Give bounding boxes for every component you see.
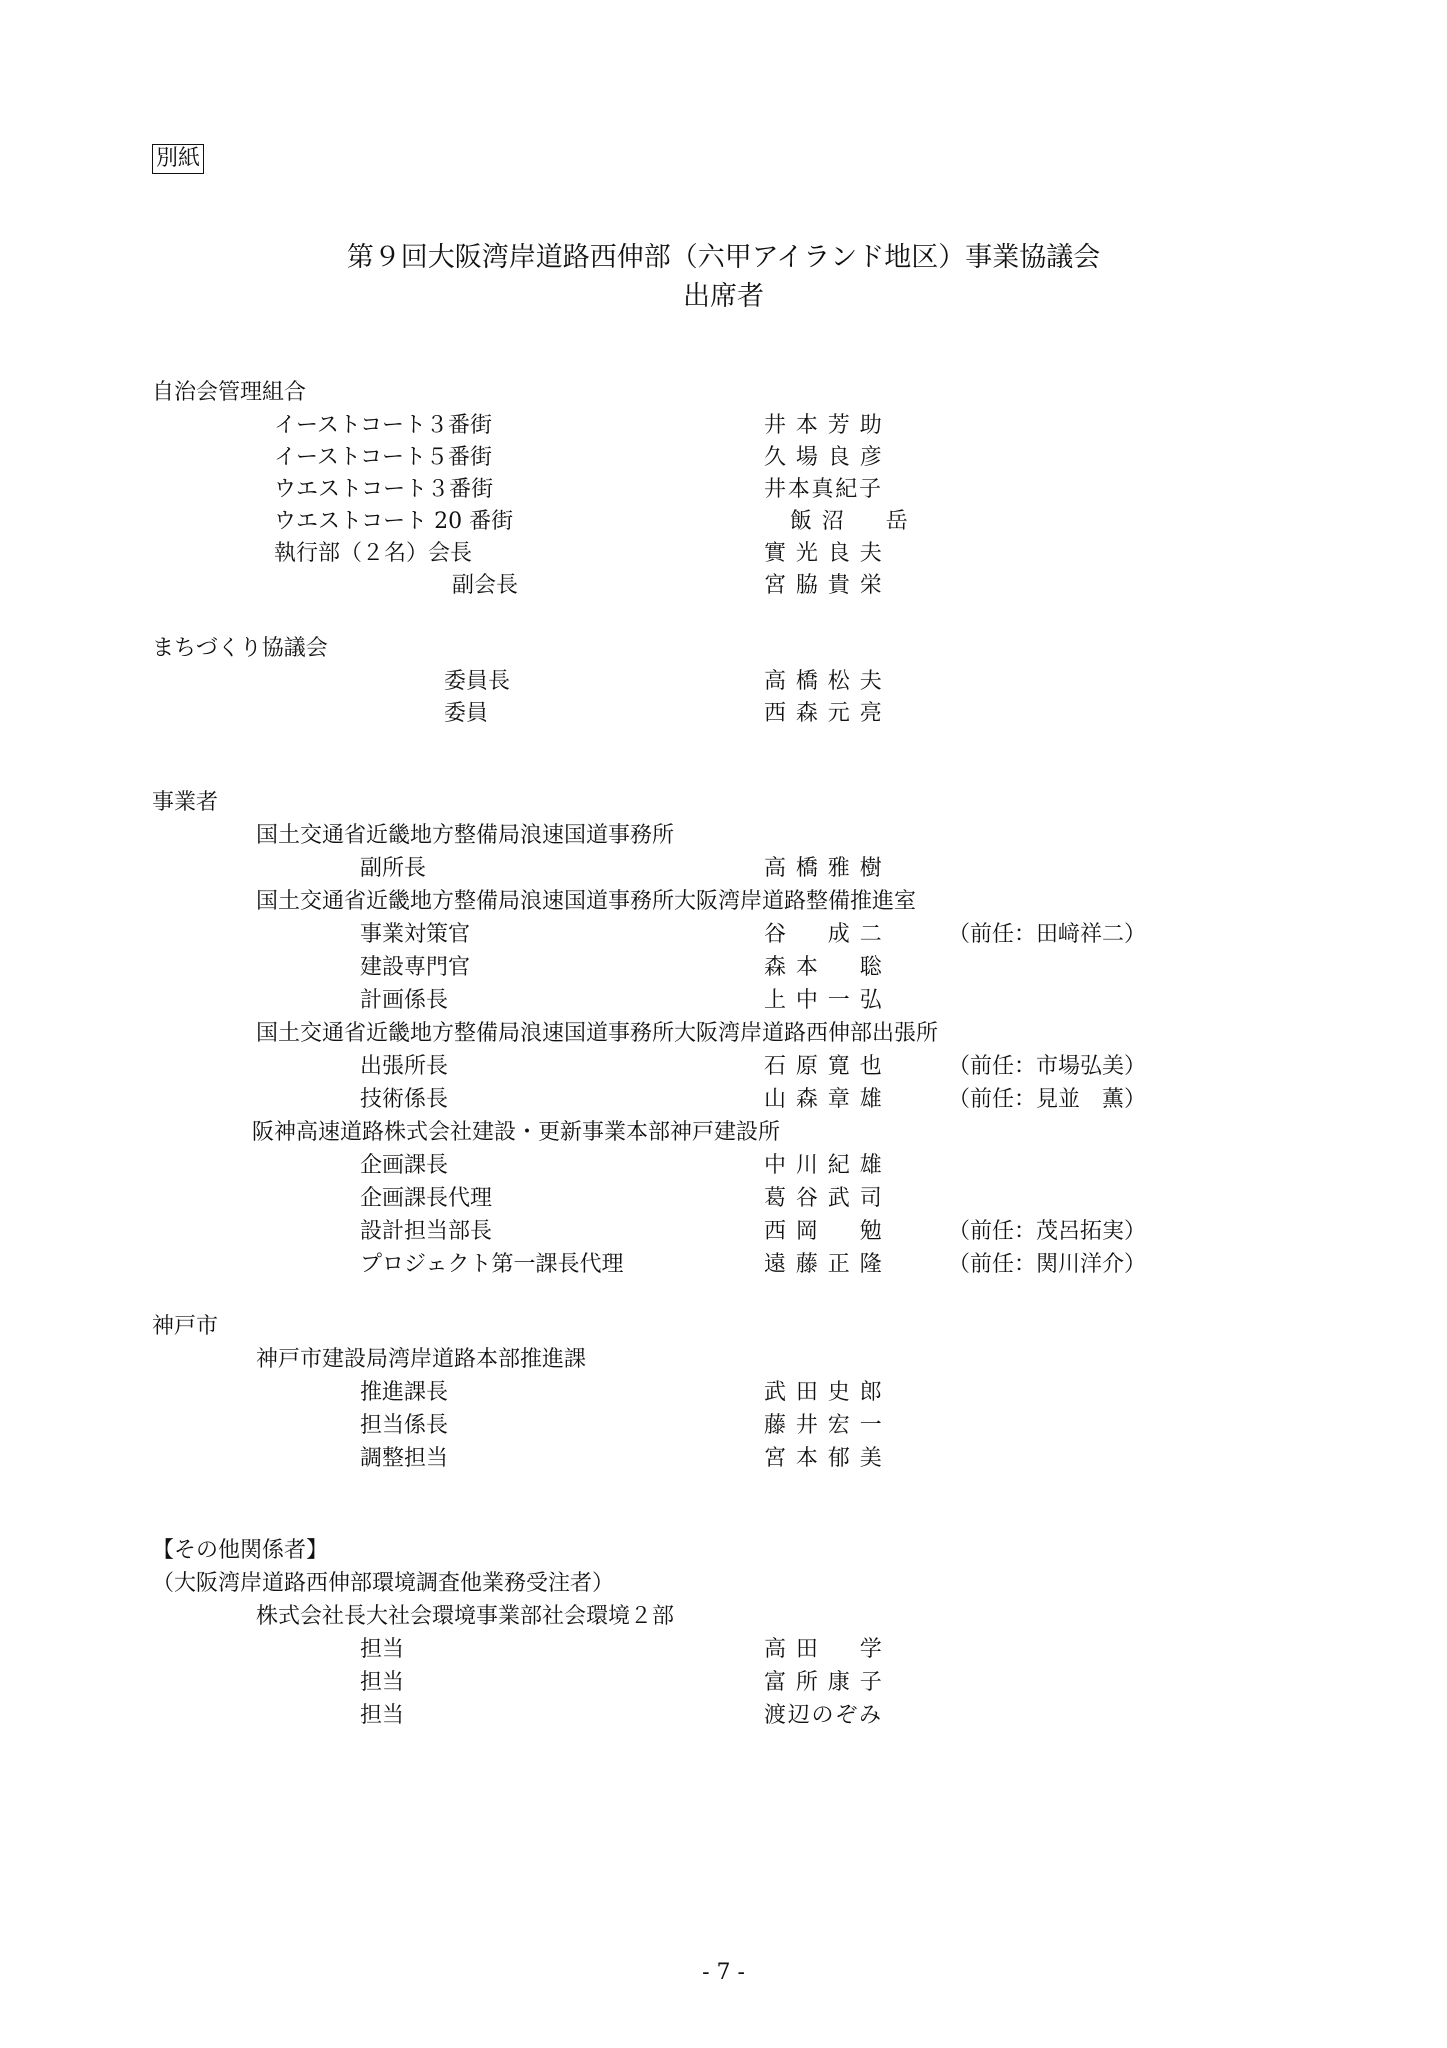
attendee-name: 西森元亮 (764, 701, 892, 726)
attendee-name: 富所康子 (764, 1670, 892, 1695)
attendee-name: 高橋雅樹 (764, 856, 892, 881)
attendee-role: 委員長 (444, 669, 511, 694)
attendee-role: ウエストコート 20 番街 (274, 509, 514, 534)
predecessor-note: （前任：関川洋介） (948, 1252, 1147, 1277)
attendee-name: 中川紀雄 (764, 1153, 892, 1178)
attendee-role: 推進課長 (360, 1380, 449, 1405)
predecessor-note: （前任：見並 薫） (948, 1087, 1147, 1112)
attendee-name: 遠藤正隆 (764, 1252, 892, 1277)
attendee-role: 事業対策官 (360, 922, 471, 947)
organization-name: 国土交通省近畿地方整備局浪速国道事務所 (256, 823, 675, 848)
attendee-name: 久場良彦 (764, 445, 892, 470)
page-subtitle: 出席者 (683, 281, 764, 312)
predecessor-note: （前任：茂呂拓実） (948, 1219, 1147, 1244)
attendee-role: 出張所長 (360, 1054, 449, 1079)
attendee-role: 企画課長代理 (360, 1186, 493, 1211)
attendee-role: 担当 (360, 1670, 405, 1695)
attendee-name: 渡辺のぞみ (764, 1703, 883, 1728)
attendee-name: 高橋松夫 (764, 669, 892, 694)
organization-name: 阪神高速道路株式会社建設・更新事業本部神戸建設所 (252, 1120, 781, 1145)
attendee-role: ウエストコート３番街 (274, 477, 494, 502)
section-heading-residents: 自治会管理組合 (152, 380, 307, 405)
attendee-role: 企画課長 (360, 1153, 449, 1178)
attendee-role: 計画係長 (360, 988, 449, 1013)
attendee-name: 葛谷武司 (764, 1186, 892, 1211)
section-heading-operators: 事業者 (152, 790, 219, 815)
section-heading-others: 【その他関係者】 (152, 1538, 329, 1563)
organization-name: 国土交通省近畿地方整備局浪速国道事務所大阪湾岸道路西伸部出張所 (256, 1021, 939, 1046)
attendee-role: 副所長 (360, 856, 427, 881)
attendee-role: 担当 (360, 1703, 405, 1728)
attendee-role: 担当 (360, 1637, 405, 1662)
attendee-name: 宮本郁美 (764, 1446, 892, 1471)
attendee-role: イーストコート３番街 (274, 413, 493, 438)
attendee-role: 調整担当 (360, 1446, 449, 1471)
attendee-role: 担当係長 (360, 1413, 449, 1438)
organization-name: 株式会社長大社会環境事業部社会環境２部 (256, 1604, 675, 1629)
predecessor-note: （前任：田﨑祥二） (948, 922, 1147, 947)
attendee-role: 執行部（２名）会長 (274, 541, 473, 566)
attendee-name: 森本 聡 (764, 955, 892, 980)
attendee-role: プロジェクト第一課長代理 (360, 1252, 624, 1277)
attendee-role: イーストコート５番街 (274, 445, 493, 470)
organization-name: 国土交通省近畿地方整備局浪速国道事務所大阪湾岸道路整備推進室 (256, 889, 917, 914)
attendee-name: 高田 学 (764, 1637, 892, 1662)
attendee-role: 副会長 (452, 573, 519, 598)
attendee-name: 武田史郎 (764, 1380, 892, 1405)
page-number: - 7 - (702, 1960, 745, 1985)
section-heading-town-council: まちづくり協議会 (152, 636, 328, 661)
attendee-name: 谷 成二 (764, 922, 892, 947)
attendee-name: 上中一弘 (764, 988, 892, 1013)
attendee-name: 藤井宏一 (764, 1413, 892, 1438)
attendee-name: 宮脇貴栄 (764, 573, 892, 598)
attendee-name: 石原寛也 (764, 1054, 892, 1079)
section-heading-kobe-city: 神戸市 (152, 1314, 219, 1339)
attendee-name: 飯沼 岳 (790, 509, 918, 534)
attendee-role: 設計担当部長 (360, 1219, 493, 1244)
organization-name: 神戸市建設局湾岸道路本部推進課 (256, 1347, 587, 1372)
section-subheading: （大阪湾岸道路西伸部環境調査他業務受注者） (152, 1571, 615, 1596)
attendee-role: 技術係長 (360, 1087, 449, 1112)
attachment-label: 別紙 (152, 144, 204, 174)
attendee-role: 建設専門官 (360, 955, 471, 980)
attendee-name: 井本真紀子 (764, 477, 883, 502)
attendee-name: 實光良夫 (764, 541, 892, 566)
attendee-name: 山森章雄 (764, 1087, 892, 1112)
attendee-name: 西岡 勉 (764, 1219, 892, 1244)
page-title: 第９回大阪湾岸道路西伸部（六甲アイランド地区）事業協議会 (346, 242, 1101, 273)
predecessor-note: （前任：市場弘美） (948, 1054, 1147, 1079)
attendee-name: 井本芳助 (764, 413, 892, 438)
attendee-role: 委員 (444, 701, 489, 726)
